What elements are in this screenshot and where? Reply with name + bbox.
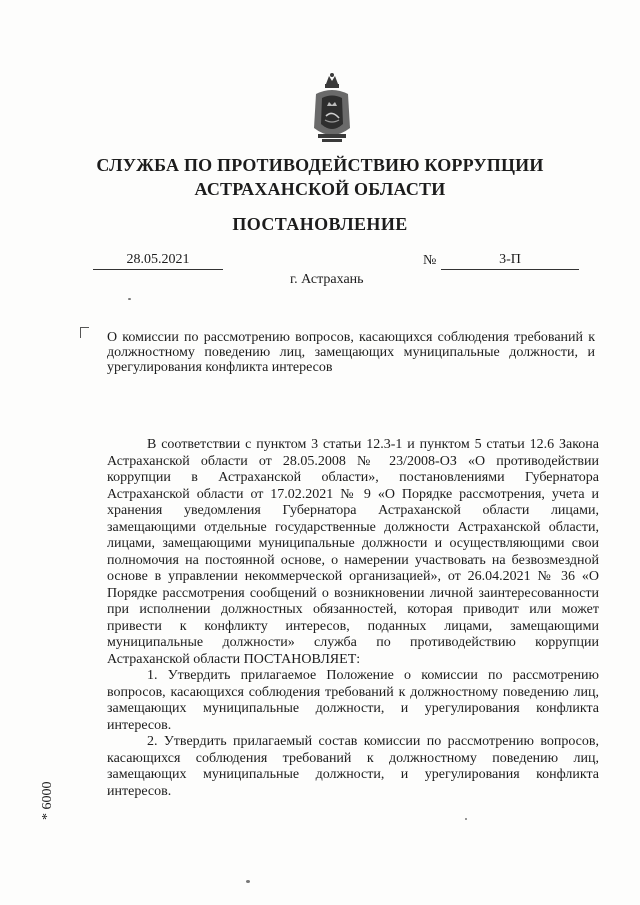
scan-speck <box>465 818 467 820</box>
city-label: г. Астрахань <box>290 272 364 287</box>
preamble-paragraph: В соответствии с пунктом 3 статьи 12.3-1 и пунктом 5 статьи 12.6 Закона Астраханской области от 28.05.2008 № 23/2008-ОЗ «О противодействии коррупции в Астраханской области», постановлениями Губернатора Астраханской области от 17.02.2021 № 9 «О Порядке рассмотрения, учета и хранения уведомления Губернатора Астраханской области лицами, замещающими отдельные государственные должности Астраханской области, лицами, замещающими муниципальные должности и осуществляющими свои полномочия на постоянной основе, о намерении участвовать на безвозмездной основе в управлении некоммерческой организацией», от 26.04.2021 № 36 «О Порядке рассмотрения сообщений о возникновении личной заинтересованности при исполнении должностных обязанностей, которая приводит или может привести к конфликту интересов, поданных лицами, замещающими муниципальные должности» служба по противодействию коррупции Астраханской области ПОСТАНОВЛЯЕТ: <box>107 437 599 667</box>
subject-corner-mark <box>80 327 89 338</box>
resolution-item-1: 1. Утвердить прилагаемое Положение о комиссии по рассмотрению вопросов, касающихся соблюдения требований к должностному поведению лиц, замещающих муниципальные должности, и урегулирования конфликта интересов. <box>107 668 599 733</box>
organization-name <box>60 153 580 201</box>
margin-stamp-number: * 6000 <box>40 781 55 820</box>
organization-name-line2: АСТРАХАНСКОЙ ОБЛАСТИ <box>194 179 446 199</box>
document-body <box>107 437 599 800</box>
organization-name-line1: СЛУЖБА ПО ПРОТИВОДЕЙСТВИЮ КОРРУПЦИИ <box>96 155 544 175</box>
scan-speck <box>128 298 131 300</box>
document-subject: О комиссии по рассмотрению вопросов, касающихся соблюдения требований к должностному поведению лиц, замещающих муниципальные должности, и урегулирования конфликта интересов <box>107 330 595 375</box>
document-number: 3-П <box>441 252 579 270</box>
coat-of-arms-icon <box>308 72 356 146</box>
resolution-item-2: 2. Утвердить прилагаемый состав комиссии по рассмотрению вопросов, касающихся соблюдения требований к должностному поведению лиц, замещающих муниципальные должности, и урегулирования конфликта интересов. <box>107 734 599 799</box>
number-sign: № <box>423 253 437 268</box>
document-type-title: ПОСТАНОВЛЕНИЕ <box>232 214 408 234</box>
scan-speck <box>246 880 250 883</box>
document-date: 28.05.2021 <box>93 252 223 270</box>
